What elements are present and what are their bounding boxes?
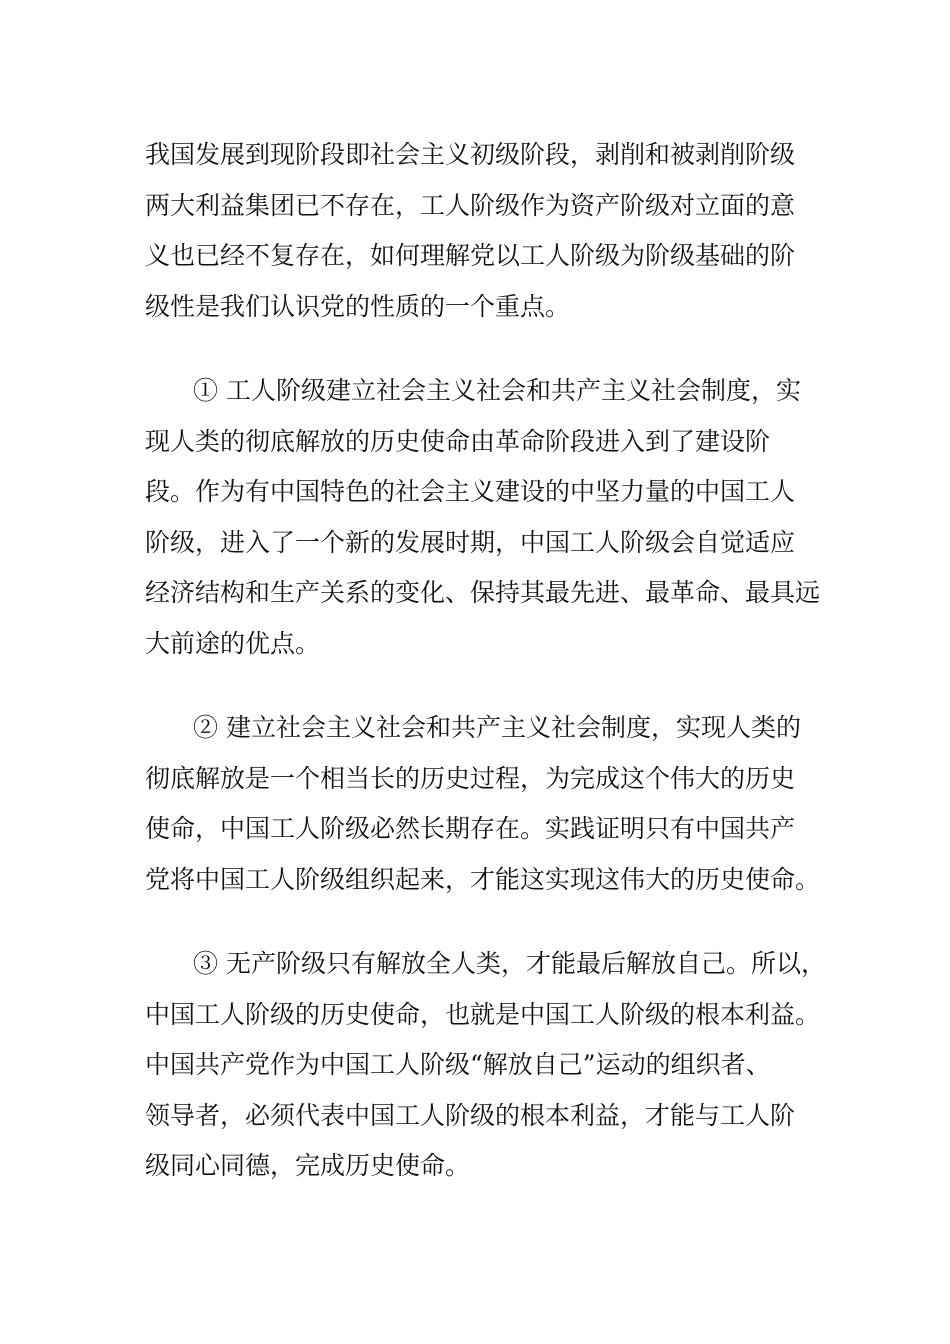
paragraph-point-3 (145, 939, 835, 1192)
text-line: 中国共产党作为中国工人阶级“解放自己”运动的组织者、 (145, 1050, 771, 1079)
text-line: 经济结构和生产关系的变化、保持其最先进、最革命、最具远 (145, 578, 821, 607)
text-line: 中国工人阶级的历史使命，也就是中国工人阶级的根本利益。 (145, 999, 821, 1029)
text-line: 党将中国工人阶级组织起来，才能这实现这伟大的历史使命。 (145, 864, 821, 894)
text-line: 大前途的优点。 (145, 628, 321, 658)
text-line: 彻底解放是一个相当长的历史过程，为完成这个伟大的历史 (145, 763, 796, 793)
paragraph-point-1 (145, 366, 835, 669)
text-line: 级性是我们认识党的性质的一个重点。 (145, 291, 571, 321)
text-line: 领导者，必须代表中国工人阶级的根本利益，才能与工人阶 (145, 1100, 796, 1130)
text-line: 两大利益集团已不存在，工人阶级作为资产阶级对立面的意 (145, 190, 796, 220)
text-line: 段。作为有中国特色的社会主义建设的中坚力量的中国工人 (145, 477, 796, 506)
text-line: 级同心同德，完成历史使命。 (145, 1151, 471, 1180)
text-line: ③ 无产阶级只有解放全人类，才能最后解放自己。所以， (193, 949, 826, 978)
text-line: 义也已经不复存在，如何理解党以工人阶级为阶级基础的阶 (145, 241, 796, 270)
paragraph-intro (145, 130, 835, 332)
text-line: ① 工人阶级建立社会主义社会和共产主义社会制度，实 (193, 376, 801, 405)
text-line: 我国发展到现阶段即社会主义初级阶段，剥削和被剥削阶级 (145, 140, 796, 169)
text-line: ② 建立社会主义社会和共产主义社会制度，实现人类的 (193, 713, 801, 742)
document-page (145, 130, 835, 1192)
text-line: 使命，中国工人阶级必然长期存在。实践证明只有中国共产 (145, 814, 796, 843)
text-line: 阶级，进入了一个新的发展时期，中国工人阶级会自觉适应 (145, 527, 796, 557)
paragraph-point-2 (145, 703, 835, 905)
text-line: 现人类的彻底解放的历史使命由革命阶段进入到了建设阶 (145, 426, 771, 456)
